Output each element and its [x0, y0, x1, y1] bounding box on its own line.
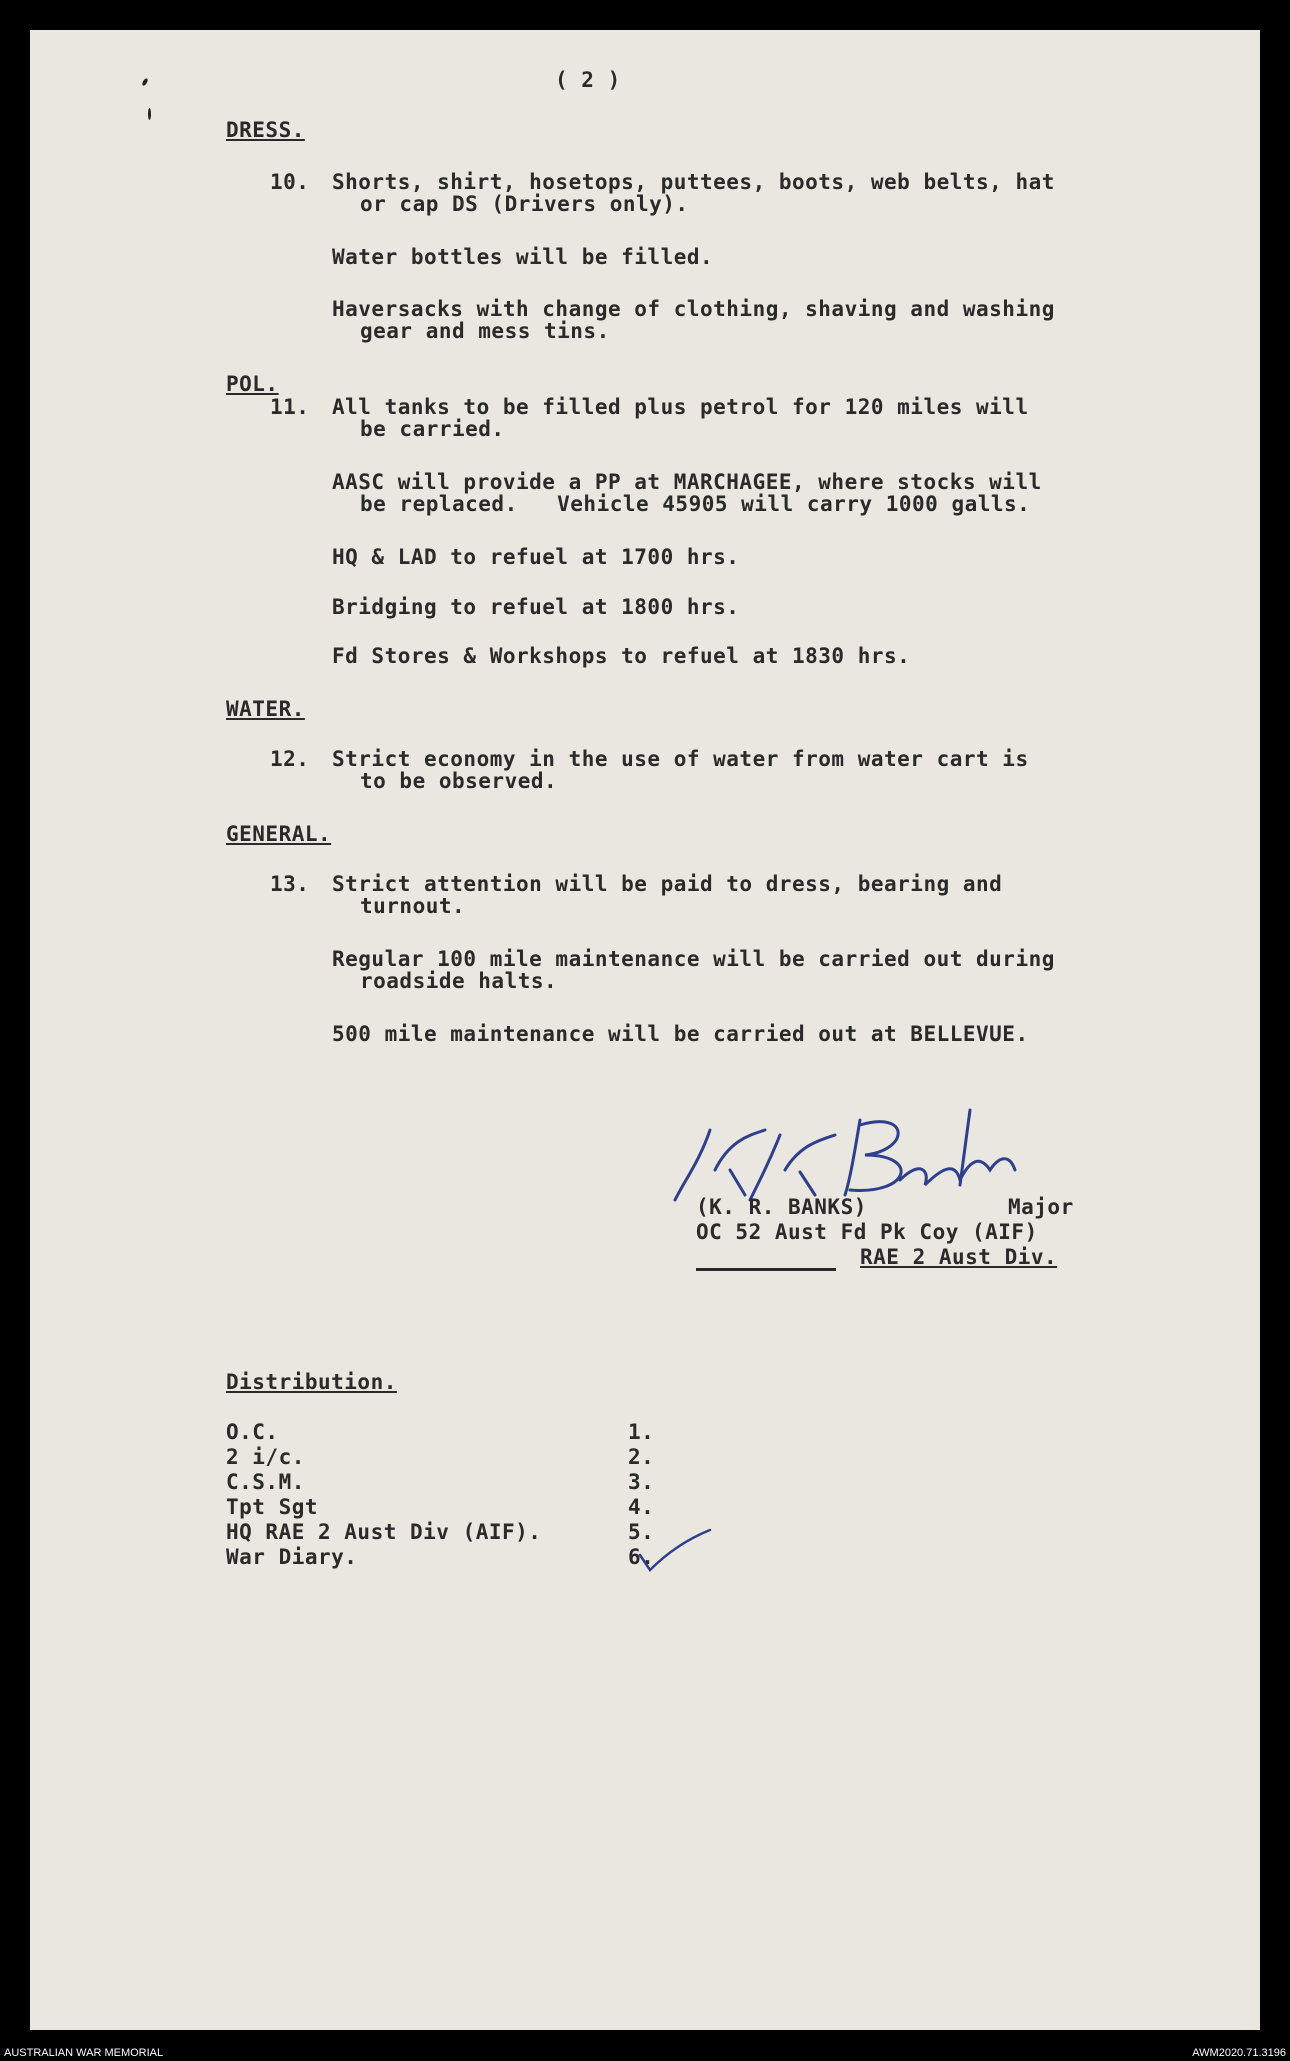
- dress-line-2: Water bottles will be filled.: [332, 245, 714, 269]
- water-line-1: Strict economy in the use of water from water cart is: [332, 747, 1029, 771]
- para-number-13: 13.: [270, 872, 310, 896]
- dress-line-3b: gear and mess tins.: [360, 319, 610, 343]
- distribution-item-number: 2.: [628, 1445, 655, 1469]
- distribution-item-number: 4.: [628, 1495, 655, 1519]
- pol-line-1b: be carried.: [360, 417, 505, 441]
- paper-speck: [148, 108, 151, 120]
- pol-line-1: All tanks to be filled plus petrol for 120 miles will: [332, 395, 1029, 419]
- pol-heading: POL.: [226, 372, 279, 396]
- pol-line-4: Bridging to refuel at 1800 hrs.: [332, 595, 740, 619]
- general-line-1: Strict attention will be paid to dress, bearing and: [332, 872, 1003, 896]
- water-heading: WATER.: [226, 697, 305, 721]
- para-number-11: 11.: [270, 395, 310, 419]
- distribution-item-label: HQ RAE 2 Aust Div (AIF).: [226, 1520, 542, 1544]
- general-line-3: 500 mile maintenance will be carried out at BELLEVUE.: [332, 1022, 1029, 1046]
- distribution-item-label: O.C.: [226, 1420, 279, 1444]
- distribution-item-label: War Diary.: [226, 1545, 358, 1569]
- distribution-item-label: 2 i/c.: [226, 1445, 305, 1469]
- distribution-item-number: 3.: [628, 1470, 655, 1494]
- distribution-item-label: C.S.M.: [226, 1470, 305, 1494]
- pol-line-2: AASC will provide a PP at MARCHAGEE, where stocks will: [332, 470, 1042, 494]
- dress-line-3: Haversacks with change of clothing, shaving and washing: [332, 297, 1055, 321]
- signature-rule: [696, 1268, 836, 1271]
- distribution-item-number: 1.: [628, 1420, 655, 1444]
- dress-heading: DRESS.: [226, 118, 305, 142]
- distribution-item-number: 6.: [628, 1545, 655, 1569]
- footer-id: AWM2020.71.3196: [1192, 2047, 1286, 2059]
- page-number: ( 2 ): [555, 68, 621, 92]
- signatory-unit: OC 52 Aust Fd Pk Coy (AIF): [696, 1220, 1038, 1244]
- distribution-item-label: Tpt Sgt: [226, 1495, 319, 1519]
- pol-line-5: Fd Stores & Workshops to refuel at 1830 hrs.: [332, 644, 911, 668]
- dress-line-1: Shorts, shirt, hosetops, puttees, boots, web belts, hat: [332, 170, 1055, 194]
- handwritten-signature: [670, 1100, 1050, 1210]
- general-line-2b: roadside halts.: [360, 969, 558, 993]
- general-line-2: Regular 100 mile maintenance will be carried out during: [332, 947, 1055, 971]
- distribution-heading: Distribution.: [226, 1370, 397, 1394]
- para-number-12: 12.: [270, 747, 310, 771]
- checkmark-icon: [635, 1525, 715, 1575]
- pol-line-2b: be replaced. Vehicle 45905 will carry 1000 galls.: [360, 492, 1031, 516]
- pol-line-3: HQ & LAD to refuel at 1700 hrs.: [332, 545, 740, 569]
- general-heading: GENERAL.: [226, 822, 332, 846]
- water-line-1b: to be observed.: [360, 769, 558, 793]
- signatory-formation: RAE 2 Aust Div.: [860, 1245, 1058, 1269]
- distribution-item-number: 5.: [628, 1520, 655, 1544]
- footer-credit: AUSTRALIAN WAR MEMORIAL: [4, 2047, 164, 2059]
- signatory-name: (K. R. BANKS): [696, 1195, 867, 1219]
- paper-speck: [141, 78, 148, 87]
- dress-line-1b: or cap DS (Drivers only).: [360, 192, 689, 216]
- general-line-1b: turnout.: [360, 894, 466, 918]
- signatory-rank: Major: [1008, 1195, 1074, 1219]
- para-number-10: 10.: [270, 170, 310, 194]
- document-page: [30, 30, 1260, 2030]
